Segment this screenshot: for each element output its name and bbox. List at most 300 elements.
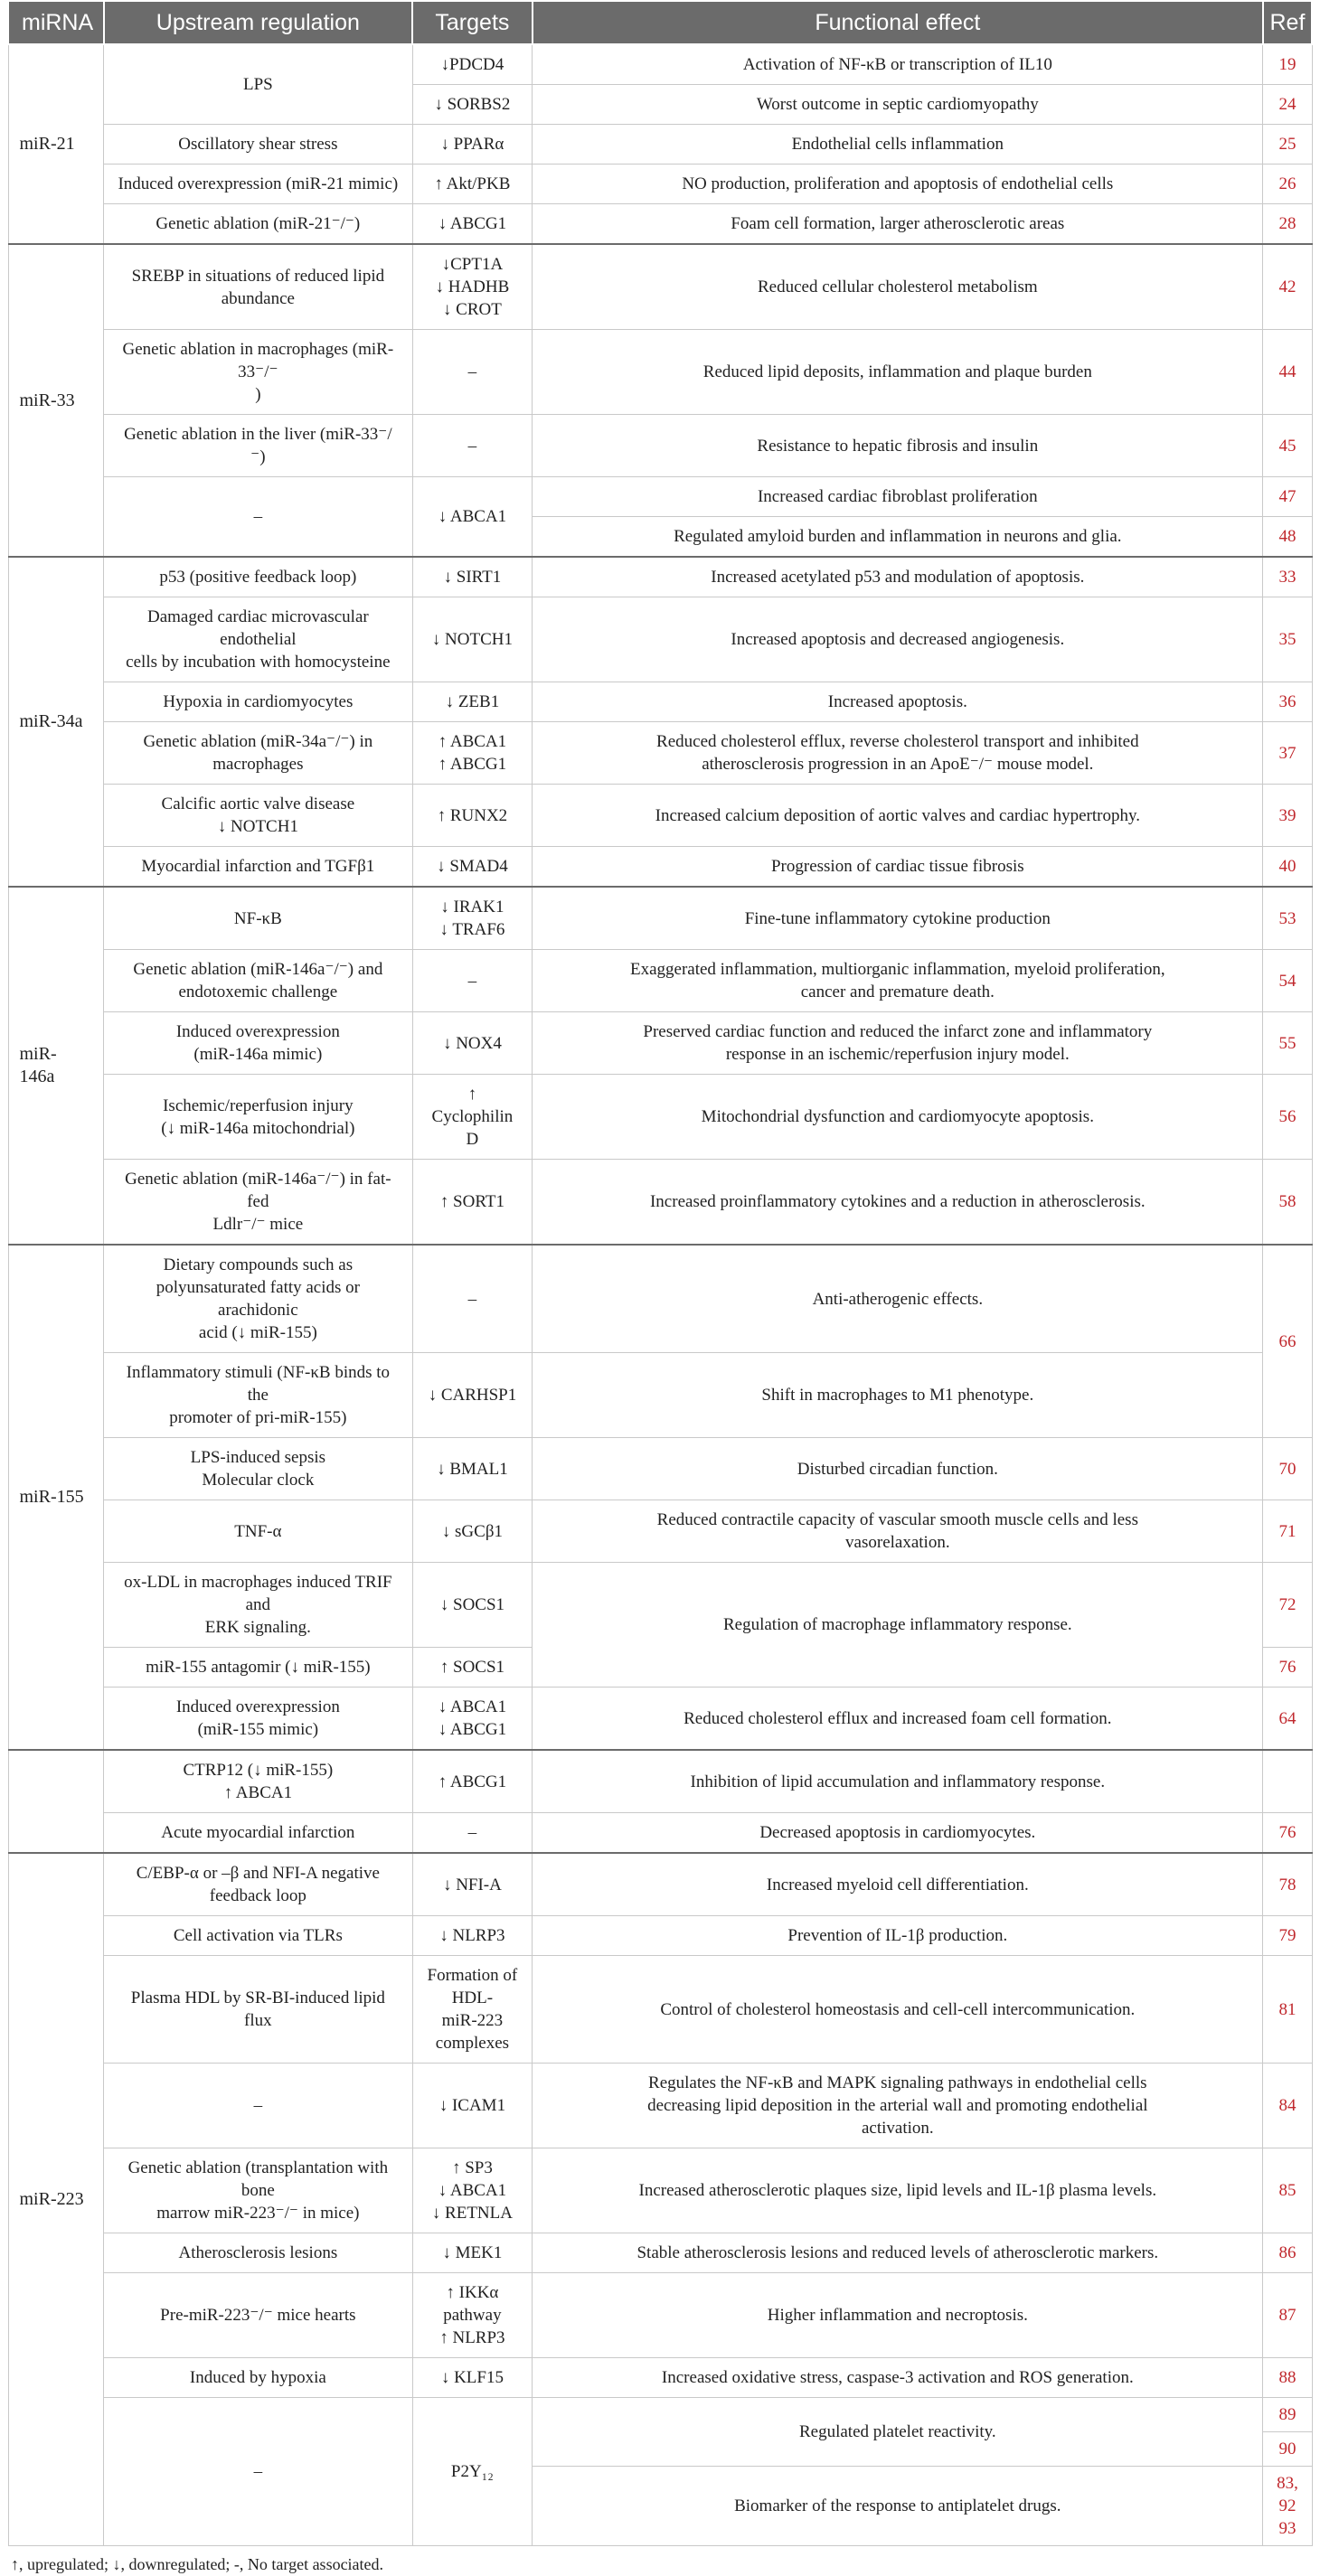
targets-cell [412, 950, 533, 1012]
effect-cell-line: Reduced cholesterol efflux and increased foam cell formation. [684, 1708, 1112, 1728]
mirna-name-cell: miR-146a [8, 887, 104, 1245]
effect-cell-line: Mitochondrial dysfunction and cardiomyocyte apoptosis. [701, 1107, 1094, 1126]
upstream-cell-line: – [253, 2462, 263, 2481]
ref-cell [1263, 2233, 1312, 2273]
table-row [8, 847, 1312, 888]
effect-cell-line: Inhibition of lipid accumulation and inflammatory response. [690, 1772, 1106, 1791]
targets-cell-line: – [467, 1823, 477, 1842]
ref-cell [1263, 2148, 1312, 2233]
upstream-cell-line: Pre-miR-223⁻/⁻ mice hearts [160, 2306, 356, 2325]
effect-cell [533, 165, 1263, 204]
targets-cell [412, 1012, 533, 1075]
targets-cell-line: – [467, 1289, 477, 1309]
upstream-cell [104, 330, 412, 415]
table-row [8, 1075, 1312, 1160]
targets-cell [412, 1160, 533, 1246]
table-row [8, 2148, 1312, 2233]
effect-cell [533, 1750, 1263, 1813]
upstream-cell-line: abundance [221, 288, 295, 308]
targets-cell-line: ↓ sGCβ1 [441, 1521, 503, 1541]
targets-cell-line: ↓ HADHB [435, 277, 510, 296]
upstream-cell-line: ↓ NOTCH1 [217, 817, 298, 836]
table-row [8, 1160, 1312, 1246]
upstream-cell [104, 1012, 412, 1075]
targets-cell [412, 1648, 533, 1688]
ref-cell [1263, 1160, 1312, 1246]
effect-cell-line: Reduced contractile capacity of vascular smooth muscle cells and less [656, 1510, 1138, 1529]
effect-cell-line: Increased cardiac fibroblast proliferation [757, 487, 1038, 506]
ref-cell [1263, 785, 1312, 847]
effect-cell-line: Regulated amyloid burden and inflammation in neurons and glia. [674, 527, 1122, 546]
upstream-cell [104, 887, 412, 950]
table-row [8, 2398, 1312, 2432]
upstream-cell [104, 785, 412, 847]
effect-cell-line: Progression of cardiac tissue fibrosis [770, 857, 1024, 876]
upstream-cell-line: Acute myocardial infarction [161, 1823, 355, 1842]
upstream-cell [104, 1563, 412, 1648]
upstream-cell-line: Hypoxia in cardiomyocytes [163, 692, 354, 711]
ref-cell-line: 70 [1278, 1459, 1296, 1479]
effect-cell [533, 950, 1263, 1012]
upstream-cell-line: Induced overexpression (miR-21 mimic) [118, 174, 399, 193]
upstream-cell-line: feedback loop [209, 1886, 306, 1905]
ref-cell [1263, 950, 1312, 1012]
upstream-cell [104, 44, 412, 125]
targets-cell [412, 415, 533, 477]
ref-cell-line: 39 [1278, 805, 1296, 825]
ref-cell [1263, 244, 1312, 330]
ref-cell [1263, 1916, 1312, 1956]
targets-cell-line: – [467, 971, 477, 991]
effect-cell-line: Regulation of macrophage inflammatory response. [722, 1615, 1072, 1634]
targets-cell [412, 682, 533, 722]
upstream-cell [104, 477, 412, 558]
upstream-cell-line: Cell activation via TLRs [173, 1926, 343, 1945]
table-body [8, 44, 1312, 2546]
table-row [8, 1750, 1312, 1813]
upstream-cell [104, 204, 412, 245]
upstream-cell-line: polyunsaturated fatty acids or arachidonic [156, 1278, 360, 1320]
effect-cell [533, 330, 1263, 415]
upstream-cell-line: acid (↓ miR-155) [198, 1323, 317, 1342]
targets-cell [412, 2148, 533, 2233]
ref-cell-line: 79 [1278, 1926, 1296, 1945]
targets-cell-line: ↓ ICAM1 [438, 2096, 506, 2115]
table-row [8, 1438, 1312, 1500]
ref-cell [1263, 85, 1312, 125]
ref-cell-line: 92 [1278, 2496, 1296, 2515]
targets-cell-line: P2Y₁₂ [450, 2462, 494, 2481]
ref-cell-line: 40 [1278, 857, 1296, 876]
upstream-cell-line: Genetic ablation (miR-34a⁻/⁻) in [143, 732, 373, 751]
targets-cell-line: ↓ ABCG1 [438, 1720, 507, 1739]
targets-cell-line: ↓ ABCA1 [438, 2181, 507, 2200]
effect-cell-line: Disturbed circadian function. [797, 1459, 998, 1479]
upstream-cell-line: Ischemic/reperfusion injury [163, 1095, 354, 1115]
mirna-name-cell: miR-223 [8, 1853, 104, 2546]
upstream-cell-line: Damaged cardiac microvascular endothelial [146, 607, 369, 649]
effect-cell-line: vasorelaxation. [845, 1533, 950, 1552]
ref-cell-line: 37 [1278, 743, 1296, 763]
ref-cell-line: 64 [1278, 1708, 1296, 1728]
table-row [8, 1916, 1312, 1956]
mirna-name-cell: miR-155 [8, 1245, 104, 1750]
targets-cell [412, 597, 533, 682]
upstream-cell-line: Induced overexpression [175, 1022, 340, 1041]
effect-cell-line: Increased apoptosis. [827, 692, 967, 711]
ref-cell [1263, 1563, 1312, 1648]
table-row [8, 244, 1312, 330]
upstream-cell [104, 950, 412, 1012]
upstream-cell [104, 244, 412, 330]
effect-cell [533, 1853, 1263, 1916]
targets-cell-line: ↑ Cyclophilin D [431, 1085, 514, 1149]
targets-cell-line: ↓ KLF15 [440, 2368, 504, 2387]
effect-cell [533, 1956, 1263, 2064]
effect-cell-line: Preserved cardiac function and reduced the infarct zone and inflammatory [643, 1022, 1153, 1041]
ref-cell-line: 35 [1278, 630, 1296, 649]
targets-cell-line: ↓ BMAL1 [437, 1459, 508, 1479]
mirna-name-cell: miR-33 [8, 244, 104, 557]
effect-cell [533, 1245, 1263, 1353]
targets-cell [412, 557, 533, 597]
targets-cell-line: Formation of HDL- [427, 1966, 518, 2007]
effect-cell-line: NO production, proliferation and apoptosis of endothelial cells [682, 174, 1114, 193]
targets-cell [412, 2398, 533, 2546]
ref-cell-line: 58 [1278, 1192, 1296, 1211]
targets-cell [412, 44, 533, 85]
effect-cell-line: Fine-tune inflammatory cytokine production [744, 908, 1051, 928]
mirna-table [7, 0, 1313, 2546]
targets-cell [412, 1916, 533, 1956]
ref-cell [1263, 1075, 1312, 1160]
targets-cell [412, 887, 533, 950]
targets-cell-line: ↑ NLRP3 [439, 2328, 505, 2347]
targets-cell [412, 85, 533, 125]
upstream-cell-line: Genetic ablation (miR-146a⁻/⁻) in fat-fed [125, 1170, 391, 1211]
ref-cell-line: 84 [1278, 2096, 1296, 2115]
table-row [8, 477, 1312, 517]
table-row [8, 1853, 1312, 1916]
effect-cell-line: Exaggerated inflammation, multiorganic inflammation, myeloid proliferation, [629, 960, 1165, 979]
header-mirna: miRNA [8, 1, 104, 44]
targets-cell-line: ↓ ABCG1 [438, 214, 507, 233]
targets-cell-line: ↓CPT1A [441, 255, 504, 274]
ref-cell [1263, 1750, 1312, 1813]
targets-cell-line: ↑ SOCS1 [439, 1658, 505, 1677]
upstream-cell-line: promoter of pri-miR-155) [169, 1408, 347, 1427]
table-row [8, 1956, 1312, 2064]
targets-cell [412, 2064, 533, 2148]
upstream-cell-line: Ldlr⁻/⁻ mice [212, 1215, 304, 1234]
targets-cell [412, 1500, 533, 1563]
upstream-cell-line: – [253, 2096, 263, 2115]
upstream-cell-line: Genetic ablation in macrophages (miR-33⁻/⁻ [122, 340, 394, 381]
upstream-cell [104, 2148, 412, 2233]
targets-cell-line: ↑ IKKα pathway [443, 2283, 502, 2325]
effect-cell [533, 847, 1263, 888]
effect-cell-line: Increased myeloid cell differentiation. [766, 1875, 1029, 1894]
table-row [8, 44, 1312, 85]
upstream-cell-line: Oscillatory shear stress [178, 135, 338, 154]
ref-cell [1263, 517, 1312, 558]
effect-cell-line: Resistance to hepatic fibrosis and insulin [757, 436, 1039, 456]
ref-cell-line: 55 [1278, 1033, 1296, 1053]
upstream-cell [104, 1438, 412, 1500]
effect-cell [533, 517, 1263, 558]
upstream-cell-line: Genetic ablation (transplantation with bone [127, 2158, 389, 2200]
ref-cell-line: 87 [1278, 2306, 1296, 2325]
upstream-cell [104, 165, 412, 204]
targets-cell [412, 165, 533, 204]
targets-cell-line: ↑ RUNX2 [437, 805, 508, 825]
ref-cell-line: 25 [1278, 135, 1296, 154]
targets-cell-line: ↑ ABCG1 [438, 755, 507, 774]
targets-cell [412, 1956, 533, 2064]
effect-cell [533, 415, 1263, 477]
ref-cell-line: 90 [1278, 2440, 1296, 2458]
effect-cell-line: response in an ischemic/reperfusion injury model. [725, 1045, 1070, 1064]
targets-cell-line: ↑ SORT1 [439, 1192, 504, 1211]
effect-cell-line: Increased oxidative stress, caspase-3 activation and ROS generation. [661, 2368, 1134, 2387]
ref-cell [1263, 204, 1312, 245]
upstream-cell-line: SREBP in situations of reduced lipid [131, 266, 385, 286]
table-row [8, 785, 1312, 847]
effect-cell-line: Increased atherosclerotic plaques size, lipid levels and IL-1β plasma levels. [638, 2181, 1157, 2200]
targets-cell [412, 204, 533, 245]
effect-cell [533, 1012, 1263, 1075]
targets-cell [412, 722, 533, 785]
upstream-cell-line: Calcific aortic valve disease [161, 794, 355, 813]
table-row [8, 1563, 1312, 1648]
upstream-cell [104, 1688, 412, 1751]
ref-cell-line: 66 [1278, 1331, 1296, 1351]
upstream-cell-line: marrow miR-223⁻/⁻ in mice) [156, 2204, 360, 2223]
table-row [8, 1353, 1312, 1438]
ref-cell-line: 72 [1278, 1595, 1296, 1614]
table-row [8, 682, 1312, 722]
targets-cell-line: ↑ ABCA1 [438, 732, 507, 751]
effect-cell [533, 2358, 1263, 2398]
effect-cell [533, 2467, 1263, 2546]
targets-cell [412, 244, 533, 330]
effect-cell [533, 2064, 1263, 2148]
upstream-cell-line: (miR-146a mimic) [193, 1045, 323, 1064]
upstream-cell-line: Dietary compounds such as [163, 1255, 354, 1274]
targets-cell [412, 1853, 533, 1916]
effect-cell [533, 1075, 1263, 1160]
upstream-cell [104, 125, 412, 165]
targets-cell [412, 330, 533, 415]
effect-cell-line: Anti-atherogenic effects. [812, 1289, 984, 1309]
effect-cell [533, 1500, 1263, 1563]
upstream-cell-line: NF-κB [233, 908, 282, 928]
mirna-name-cell [8, 1750, 104, 1853]
ref-cell [1263, 2467, 1312, 2546]
effect-cell [533, 1438, 1263, 1500]
upstream-cell-line: endotoxemic challenge [178, 982, 338, 1001]
targets-cell-line: ↓ CROT [442, 300, 502, 319]
effect-cell-line: atherosclerosis progression in an ApoE⁻/⁻ mouse model. [702, 755, 1094, 774]
upstream-cell-line: ↑ ABCA1 [223, 1783, 293, 1802]
effect-cell-line: Biomarker of the response to antiplatelet drugs. [734, 2496, 1061, 2515]
effect-cell-line: Regulates the NF-κB and MAPK signaling pathways in endothelial cells [648, 2073, 1147, 2092]
ref-cell-line: 28 [1278, 214, 1296, 233]
targets-cell [412, 2358, 533, 2398]
effect-cell-line: Increased proinflammatory cytokines and a reduction in atherosclerosis. [649, 1192, 1146, 1211]
targets-cell-line: ↓ ABCA1 [438, 507, 507, 526]
table-row [8, 1500, 1312, 1563]
effect-cell [533, 1916, 1263, 1956]
effect-cell [533, 2233, 1263, 2273]
upstream-cell [104, 1853, 412, 1916]
upstream-cell [104, 2064, 412, 2148]
ref-cell [1263, 1853, 1312, 1916]
ref-cell [1263, 415, 1312, 477]
targets-cell [412, 1245, 533, 1353]
effect-cell-line: Worst outcome in septic cardiomyopathy [756, 95, 1039, 114]
ref-cell-line: 26 [1278, 174, 1296, 193]
ref-cell [1263, 1956, 1312, 2064]
upstream-cell-line: CTRP12 (↓ miR-155) [183, 1761, 334, 1780]
ref-cell-line: 83, [1277, 2474, 1298, 2493]
effect-cell-line: Reduced cellular cholesterol metabolism [757, 277, 1038, 296]
upstream-cell [104, 597, 412, 682]
ref-cell-line: 54 [1278, 971, 1296, 991]
upstream-cell-line: Atherosclerosis lesions [178, 2243, 338, 2262]
upstream-cell [104, 1500, 412, 1563]
effect-cell [533, 597, 1263, 682]
upstream-cell-line: C/EBP-α or –β and NFI-A negative [136, 1864, 380, 1883]
upstream-cell-line: Plasma HDL by SR-BI-induced lipid flux [130, 1988, 385, 2030]
effect-cell [533, 44, 1263, 85]
upstream-cell [104, 1916, 412, 1956]
upstream-cell-line: – [253, 507, 263, 526]
effect-cell [533, 1160, 1263, 1246]
upstream-cell-line: Induced overexpression [175, 1697, 340, 1716]
effect-cell-line: decreasing lipid deposition in the arterial wall and promoting endothelial [647, 2096, 1148, 2115]
targets-cell [412, 1438, 533, 1500]
upstream-cell-line: Genetic ablation (miR-146a⁻/⁻) and [133, 960, 383, 979]
table-row [8, 415, 1312, 477]
effect-cell-line: Regulated platelet reactivity. [798, 2422, 996, 2441]
upstream-cell [104, 1956, 412, 2064]
targets-cell-line: ↑ Akt/PKB [434, 174, 511, 193]
effect-cell [533, 557, 1263, 597]
targets-cell [412, 2233, 533, 2273]
effect-cell [533, 1813, 1263, 1854]
ref-cell-line: 53 [1278, 908, 1296, 928]
effect-cell [533, 2273, 1263, 2358]
upstream-cell-line: miR-155 antagomir (↓ miR-155) [146, 1658, 371, 1677]
upstream-cell-line: Genetic ablation (miR-21⁻/⁻) [156, 214, 361, 233]
ref-cell [1263, 1438, 1312, 1500]
effect-cell [533, 1563, 1263, 1688]
upstream-cell-line: LPS-induced sepsis [190, 1448, 326, 1467]
ref-cell-line: 86 [1278, 2243, 1296, 2262]
ref-cell [1263, 887, 1312, 950]
targets-cell [412, 125, 533, 165]
table-row [8, 204, 1312, 245]
effect-cell-line: Higher inflammation and necroptosis. [767, 2306, 1028, 2325]
upstream-cell [104, 1245, 412, 1353]
upstream-cell [104, 2358, 412, 2398]
upstream-cell [104, 847, 412, 888]
ref-cell [1263, 1688, 1312, 1751]
effect-cell-line: Foam cell formation, larger atherosclerotic areas [731, 214, 1065, 233]
targets-cell-line: ↓ ZEB1 [445, 692, 500, 711]
upstream-cell-line: Myocardial infarction and TGFβ1 [141, 857, 375, 876]
table-footnote: ↑, upregulated; ↓, downregulated; -, No target associated. [11, 2555, 384, 2573]
upstream-cell [104, 557, 412, 597]
ref-cell [1263, 330, 1312, 415]
table-row [8, 1012, 1312, 1075]
upstream-cell [104, 1160, 412, 1246]
effect-cell [533, 2398, 1263, 2467]
upstream-cell [104, 415, 412, 477]
ref-cell-line: 42 [1278, 277, 1296, 296]
ref-cell [1263, 165, 1312, 204]
upstream-cell-line: ) [255, 385, 261, 404]
ref-cell [1263, 2064, 1312, 2148]
targets-cell [412, 1813, 533, 1854]
table-row [8, 2358, 1312, 2398]
upstream-cell-line: TNF-α [234, 1521, 282, 1541]
upstream-cell-line: cells by incubation with homocysteine [126, 653, 391, 672]
upstream-cell-line: (↓ miR-146a mitochondrial) [161, 1118, 355, 1138]
ref-cell [1263, 1245, 1312, 1438]
ref-cell [1263, 722, 1312, 785]
effect-cell [533, 1688, 1263, 1751]
targets-cell [412, 847, 533, 888]
table-row [8, 557, 1312, 597]
table-row [8, 1688, 1312, 1751]
effect-cell [533, 722, 1263, 785]
targets-cell [412, 1688, 533, 1751]
effect-cell [533, 204, 1263, 245]
upstream-cell [104, 1075, 412, 1160]
ref-cell [1263, 1500, 1312, 1563]
targets-cell-line: ↓ ABCA1 [438, 1697, 507, 1716]
ref-cell-line: 56 [1278, 1107, 1296, 1126]
header-targets: Targets [412, 1, 533, 44]
effect-cell [533, 2148, 1263, 2233]
targets-cell-line: ↓ PPARα [440, 135, 504, 154]
table-row [8, 1813, 1312, 1854]
header-ref: Ref [1263, 1, 1312, 44]
targets-cell-line: ↓ MEK1 [442, 2243, 503, 2262]
effect-cell [533, 125, 1263, 165]
effect-cell-line: Increased calcium deposition of aortic valves and cardiac hypertrophy. [655, 805, 1140, 825]
ref-cell-line: 36 [1278, 692, 1296, 711]
targets-cell-line: ↓ SORBS2 [434, 95, 511, 114]
targets-cell [412, 477, 533, 558]
upstream-cell-line: macrophages [212, 755, 304, 774]
targets-cell [412, 2273, 533, 2358]
upstream-cell [104, 2398, 412, 2546]
targets-cell-line: ↓ NFI-A [442, 1875, 502, 1894]
ref-cell [1263, 2432, 1312, 2467]
upstream-cell [104, 722, 412, 785]
ref-cell [1263, 1012, 1312, 1075]
ref-cell-line: 76 [1278, 1823, 1296, 1842]
targets-cell-line: miR-223 complexes [435, 2011, 510, 2053]
targets-cell-line: ↑ ABCG1 [438, 1772, 507, 1791]
table-row [8, 1245, 1312, 1353]
effect-cell-line: Reduced cholesterol efflux, reverse cholesterol transport and inhibited [656, 732, 1139, 751]
targets-cell [412, 785, 533, 847]
upstream-cell [104, 682, 412, 722]
